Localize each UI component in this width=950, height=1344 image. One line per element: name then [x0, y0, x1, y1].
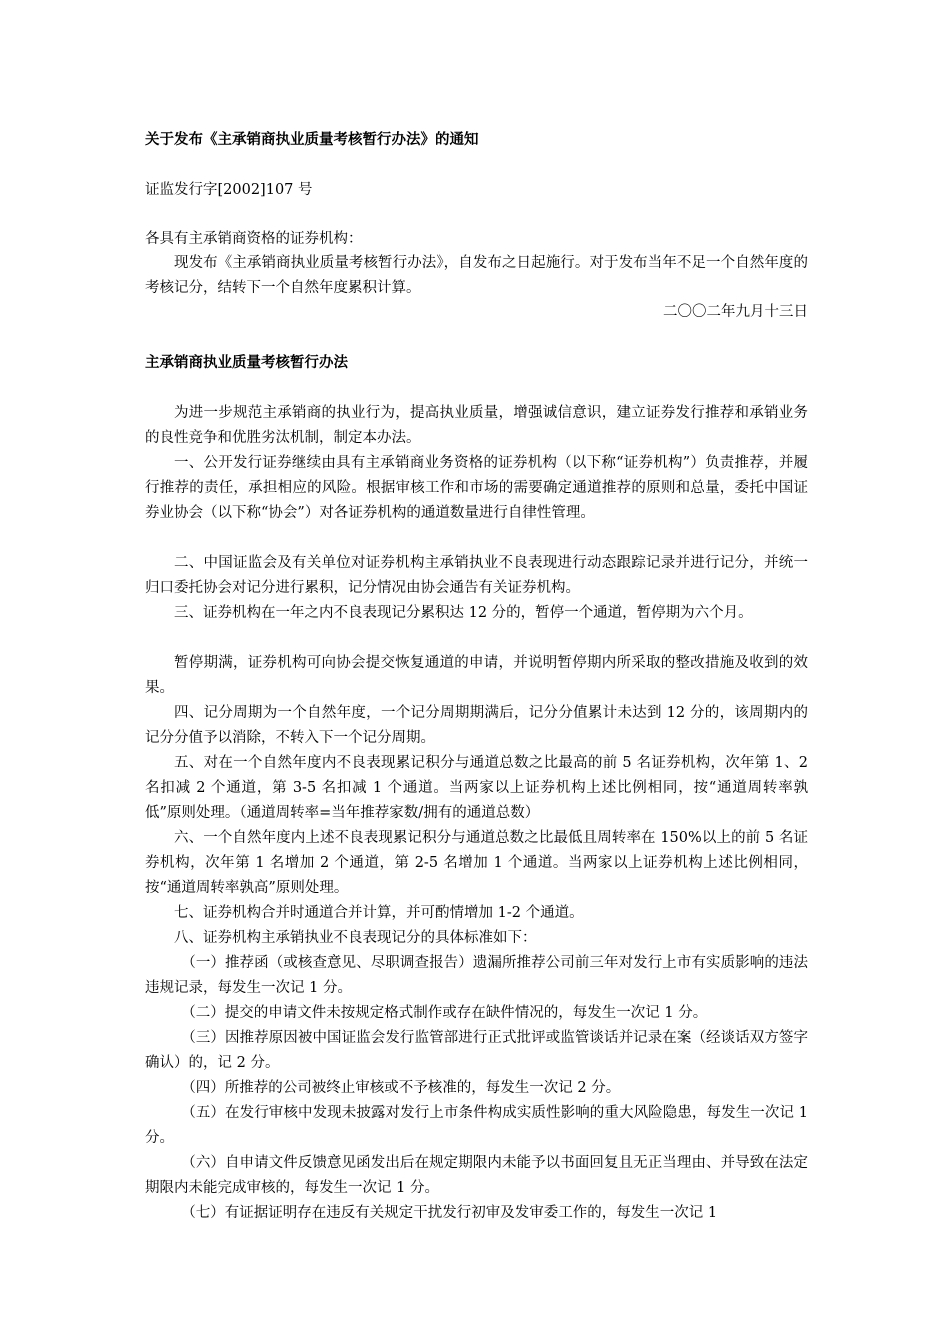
article-3: 三、证券机构在一年之内不良表现记分累积达 12 分的，暂停一个通道，暂停期为六个月。 [174, 605, 753, 621]
scoring-item-2: （二）提交的申请文件未按规定格式制作或存在缺件情况的，每发生一次记 1 分。 [181, 1005, 708, 1021]
scoring-item-5: （五）在发行审核中发现未披露对发行上市条件构成实质性影响的重大风险隐患，每发生一次记 1 分。 [145, 1105, 808, 1146]
article-7: 七、证券机构合并时通道合并计算，并可酌情增加 1-2 个通道。 [174, 905, 584, 921]
scoring-item-7: （七）有证据证明存在违反有关规定干扰发行初审及发审委工作的，每发生一次记 1 [181, 1205, 718, 1221]
scoring-item-6: （六）自申请文件反馈意见函发出后在规定期限内未能予以书面回复且无正当理由、并导致在法定期限内未能完成审核的，每发生一次记 1 分。 [145, 1155, 808, 1196]
scoring-item-4: （四）所推荐的公司被终止审核或不予核准的，每发生一次记 2 分。 [181, 1080, 621, 1096]
article-4: 四、记分周期为一个自然年度，一个记分周期期满后，记分分值累计未达到 12 分的，该周期内的记分分值予以消除，不转入下一个记分周期。 [145, 705, 808, 746]
addressee: 各具有主承销商资格的证券机构： [145, 231, 363, 247]
article-2: 二、中国证监会及有关单位对证券机构主承销执业不良表现进行动态跟踪记录并进行记分，并统一归口委托协会对记分进行累积，记分情况由协会通告有关证券机构。 [145, 555, 808, 596]
article-8: 八、证券机构主承销执业不良表现记分的具体标准如下： [174, 930, 537, 946]
notice-body: 现发布《主承销商执业质量考核暂行办法》，自发布之日起施行。对于发布当年不足一个自然年度的考核记分，结转下一个自然年度累积计算。 [145, 255, 808, 296]
article-6: 六、一个自然年度内上述不良表现累记积分与通道总数之比最低且周转率在 150%以上的前 5 名证券机构，次年第 1 名增加 2 个通道，第 2-5 名增加 1 个通道。当两家以上证券机构上述比例相同，按“通道周转率孰高”原则处理。 [145, 830, 808, 896]
document-number: 证监发行字[2002]107 号 [145, 182, 313, 198]
article-3-supplement: 暂停期满，证券机构可向协会提交恢复通道的申请，并说明暂停期内所采取的整改措施及收到的效果。 [145, 655, 808, 696]
measures-title: 主承销商执业质量考核暂行办法 [145, 354, 348, 371]
scoring-item-3: （三）因推荐原因被中国证监会发行监管部进行正式批评或监管谈话并记录在案（经谈话双方签字确认）的，记 2 分。 [145, 1030, 808, 1071]
measures-intro: 为进一步规范主承销商的执业行为，提高执业质量，增强诚信意识，建立证券发行推荐和承销业务的良性竞争和优胜劣汰机制，制定本办法。 [145, 405, 808, 446]
scoring-item-1: （一）推荐函（或核查意见、尽职调查报告）遗漏所推荐公司前三年对发行上市有实质影响的违法违规记录，每发生一次记 1 分。 [145, 955, 808, 996]
article-1: 一、公开发行证券继续由具有主承销商业务资格的证券机构（以下称“证券机构”）负责推荐，并履行推荐的责任，承担相应的风险。根据审核工作和市场的需要确定通道推荐的原则和总量，委托中国证券业协会（以下称“协会”）对各证券机构的通道数量进行自律性管理。 [145, 455, 808, 521]
notice-date: 二〇〇二年九月十三日 [663, 304, 808, 320]
article-5: 五、对在一个自然年度内不良表现累记积分与通道总数之比最高的前 5 名证券机构，次年第 1、2 名扣减 2 个通道，第 3-5 名扣减 1 个通道。当两家以上证券机构上述比例相同，按“通道周转率孰低”原则处理。（通道周转率=当年推荐家数/拥有的通道总数） [145, 755, 808, 821]
notice-title: 关于发布《主承销商执业质量考核暂行办法》的通知 [145, 131, 479, 148]
